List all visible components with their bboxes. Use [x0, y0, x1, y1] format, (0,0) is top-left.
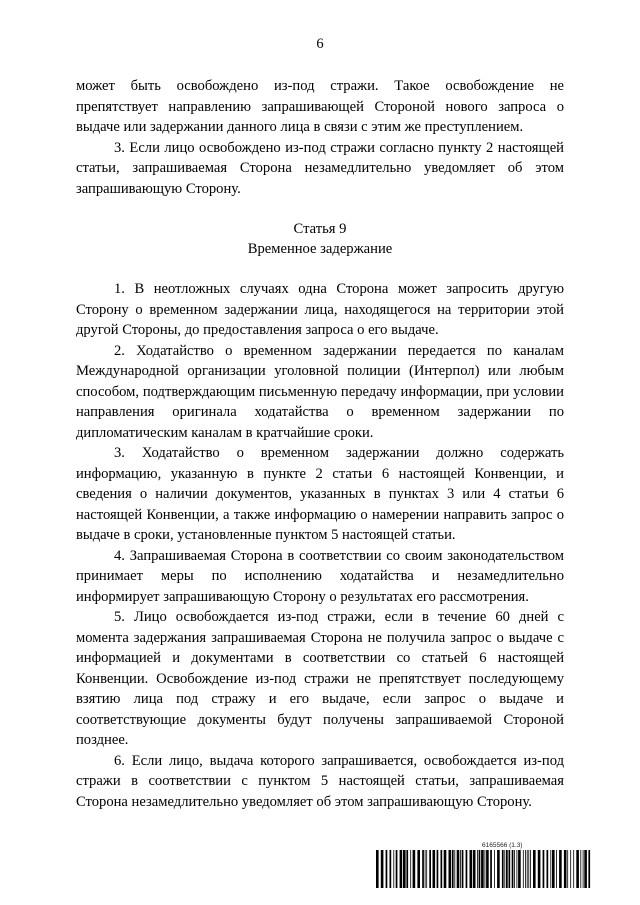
article-title: Статья 9: [293, 221, 347, 237]
paragraph-9-1: 1. В неотложных случаях одна Сторона может запросить другую Сторону о временном задержании лица, находящегося на территории этой другой Стороны, до предоставления запроса о его выдаче.: [76, 281, 564, 338]
article-heading: [76, 219, 564, 259]
paragraph-9-5: 5. Лицо освобождается из-под стражи, если в течение 60 дней с момента задержания запрашиваемая Сторона не получила запрос о выдаче с информацией и документами в соответствии со статьей 6 настоящей Конвенции. Освобождение из-под стражи не препятствует последующему взятию лица под стражу и его выдаче, если запрос о выдаче и соответствующие документы будут получены запрашиваемой Стороной позднее.: [76, 609, 564, 748]
barcode-icon: [376, 850, 592, 888]
page-number: 6: [316, 36, 324, 52]
document-body: [76, 76, 564, 812]
paragraph-9-4: 4. Запрашиваемая Сторона в соответствии со своим законодательством принимает меры по исполнению ходатайства и незамедлительно информирует запрашивающую Сторону о результатах его рассмотрения.: [76, 547, 564, 605]
document-id: 6165566 (1.3): [482, 842, 523, 849]
paragraph-9-3: 3. Ходатайство о временном задержании должно содержать информацию, указанную в пункте 2 статьи 6 настоящей Конвенции, и сведения о наличии документов, указанных в пунктах 3 или 4 статьи 6 настоящей Конвенции, а также информацию о намерении направить запрос о выдаче в сроки, установленные пунктом 5 настоящей статьи.: [76, 445, 564, 543]
paragraph-9-2: 2. Ходатайство о временном задержании передается по каналам Международной организации уголовной полиции (Интерпол) или любым способом, подтверждающим письменную передачу информации, при условии направления оригинала ходатайства о временном задержании по дипломатическим каналам в кратчайшие сроки.: [76, 342, 564, 441]
paragraph-9-6: 6. Если лицо, выдача которого запрашивается, освобождается из-под стражи в соответствии с пунктом 5 настоящей статьи, запрашиваемая Сторона незамедлительно уведомляет об этом запрашивающую Сторону.: [76, 752, 564, 810]
paragraph-8-3: 3. Если лицо освобождено из-под стражи согласно пункту 2 настоящей статьи, запрашиваемая Сторона незамедлительно уведомляет об этом запрашивающую Сторону.: [76, 139, 564, 197]
paragraph-continued: может быть освобождено из-под стражи. Такое освобождение не препятствует направлению запрашивающей Стороной нового запроса о выдаче или задержании данного лица в связи с этим же преступлением.: [76, 78, 564, 135]
article-subtitle: Временное задержание: [247, 241, 393, 257]
